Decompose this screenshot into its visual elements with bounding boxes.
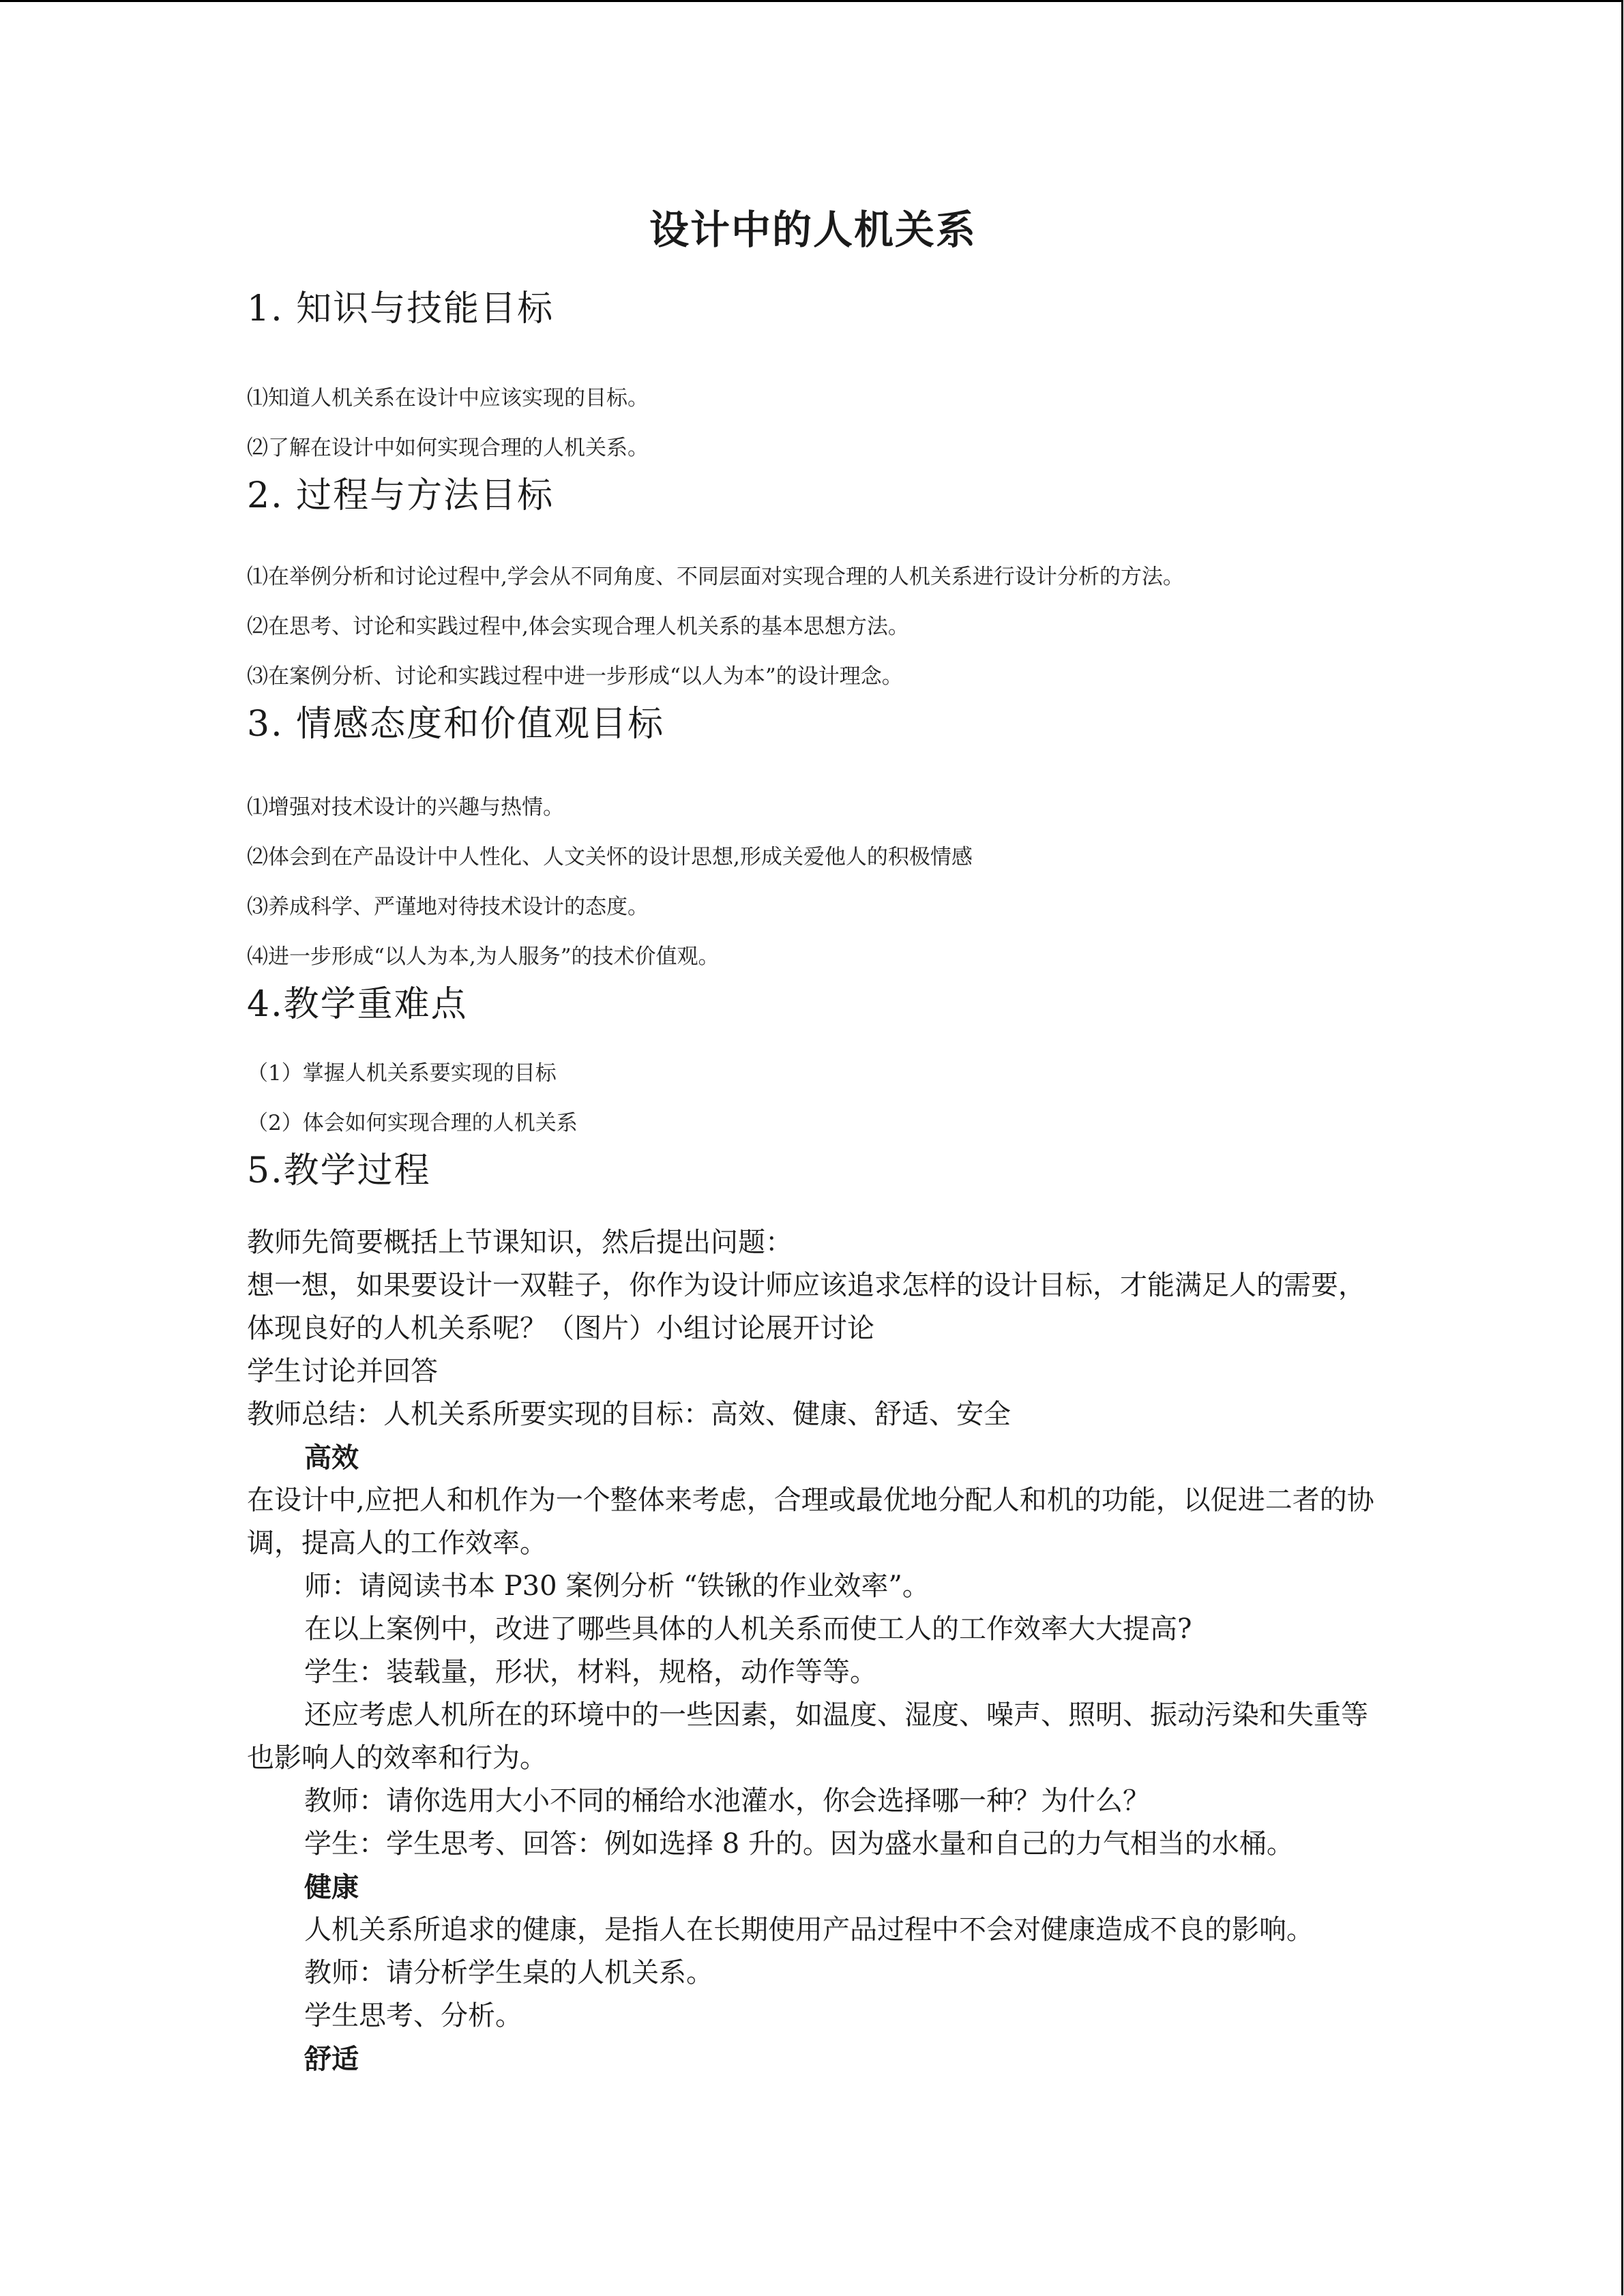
list-item: ⑴在举例分析和讨论过程中,学会从不同角度、不同层面对实现合理的人机关系进行设计分析的方法。 [247, 564, 1184, 589]
list-item: ⑵体会到在产品设计中人性化、人文关怀的设计思想,形成关爱他人的积极情感 [247, 845, 973, 870]
paragraph: 教师：请你选用大小不同的桶给水池灌水，你会选择哪一种？为什么？ [304, 1785, 1150, 1817]
section-1 [247, 286, 1379, 473]
paragraph: 教师先简要概括上节课知识，然后提出问题： [247, 1227, 793, 1259]
paragraph: 教师总结：人机关系所要实现的目标：高效、健康、舒适、安全 [247, 1399, 1011, 1431]
paragraph: 学生思考、分析。 [304, 2000, 522, 2032]
section-heading: 5.教学过程 [247, 1150, 431, 1191]
list-item: ⑴知道人机关系在设计中应该实现的目标。 [247, 385, 649, 411]
list-item: ⑶在案例分析、讨论和实践过程中进一步形成“以人为本”的设计理念。 [247, 664, 903, 689]
list-item: （1）掌握人机关系要实现的目标 [247, 1060, 557, 1086]
list-item: ⑵在思考、讨论和实践过程中,体会实现合理人机关系的基本思想方法。 [247, 614, 909, 639]
objective-list [247, 552, 1379, 702]
section-heading: 4.教学重难点 [247, 984, 468, 1026]
section-heading: 2. 过程与方法目标 [247, 475, 555, 516]
section-5 [247, 1148, 1379, 2081]
section-3 [247, 702, 1379, 983]
list-item: ⑵了解在设计中如何实现合理的人机关系。 [247, 435, 649, 460]
section-heading: 3. 情感态度和价值观目标 [247, 703, 665, 745]
paragraph: 学生：装载量，形状，材料，规格，动作等等。 [304, 1656, 877, 1688]
section-2 [247, 473, 1379, 702]
objective-list [247, 374, 1379, 473]
objective-list [247, 783, 1379, 982]
document-body [247, 205, 1379, 2081]
paragraph: 学生：学生思考、回答：例如选择 8 升的。因为盛水量和自己的力气相当的水桶。 [304, 1828, 1294, 1860]
paragraph: 学生讨论并回答 [247, 1356, 438, 1388]
list-item: ⑷进一步形成“以人为本,为人服务”的技术价值观。 [247, 944, 720, 970]
subheading: 高效 [304, 1442, 359, 1474]
list-item: （2）体会如何实现合理的人机关系 [247, 1110, 578, 1135]
list-item: ⑴增强对技术设计的兴趣与热情。 [247, 795, 564, 820]
list-item: ⑶养成科学、严谨地对待技术设计的态度。 [247, 895, 649, 920]
subheading: 健康 [304, 1871, 359, 1904]
paragraph: 在设计中,应把人和机作为一个整体来考虑，合理或最优地分配人和机的功能，以促进二者的协调，提高人的工作效率。 [247, 1485, 1374, 1560]
paragraph: 人机关系所追求的健康，是指人在长期使用产品过程中不会对健康造成不良的影响。 [304, 1914, 1314, 1946]
paragraph: 师：请阅读书本 P30 案例分析 “铁锹的作业效率”。 [304, 1570, 930, 1602]
section-4 [247, 982, 1379, 1148]
document-title: 设计中的人机关系 [649, 207, 977, 253]
subheading: 舒适 [304, 2043, 359, 2076]
paragraph: 还应考虑人机所在的环境中的一些因素，如温度、湿度、噪声、照明、振动污染和失重等也影响人的效率和行为。 [247, 1699, 1368, 1774]
teaching-process [247, 1221, 1379, 2081]
paragraph: 在以上案例中，改进了哪些具体的人机关系而使工人的工作效率大大提高? [304, 1613, 1192, 1645]
key-points-list [247, 1049, 1379, 1148]
paragraph: 想一想，如果要设计一双鞋子，你作为设计师应该追求怎样的设计目标，才能满足人的需要，体现良好的人机关系呢？（图片）小组讨论展开讨论 [247, 1270, 1365, 1345]
paragraph: 教师：请分析学生桌的人机关系。 [304, 1957, 713, 1989]
section-heading: 1. 知识与技能目标 [247, 288, 555, 330]
